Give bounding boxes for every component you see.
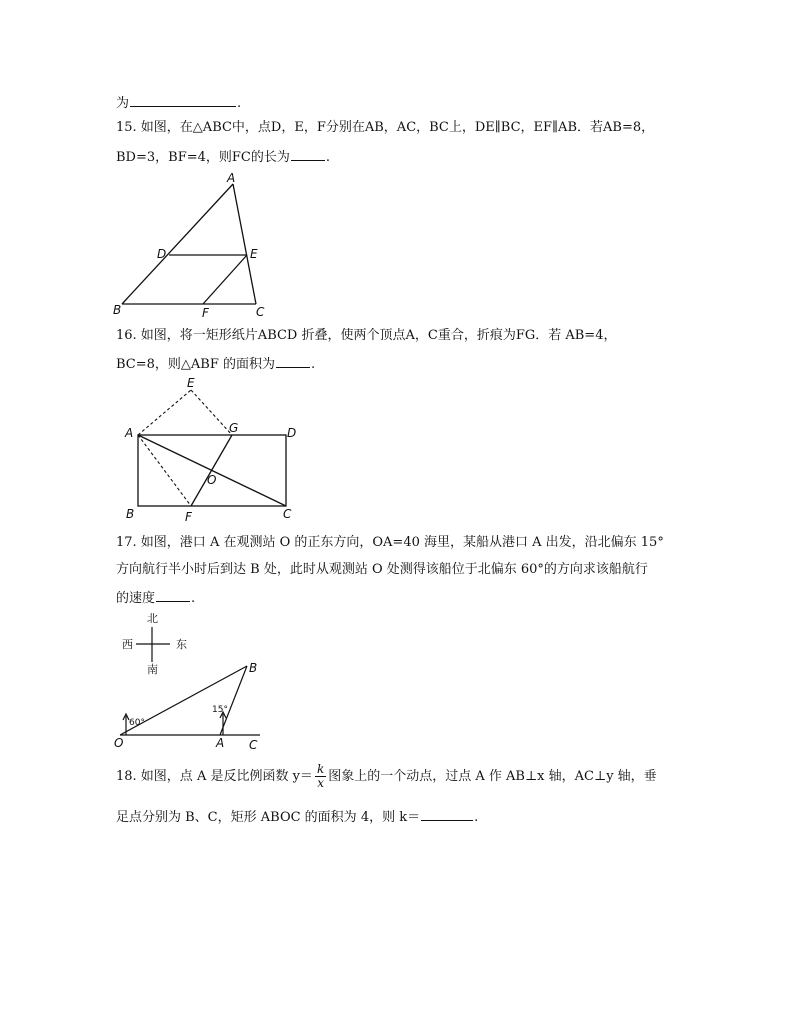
label-a: A — [227, 171, 236, 185]
q18-question-line1 — [116, 763, 657, 791]
q14-answer-blank[interactable] — [130, 94, 236, 107]
q15-text2: BD=3，BF=4，则FC的长为 — [116, 150, 290, 165]
segment-ef — [203, 255, 247, 304]
q17-question-line3 — [116, 589, 195, 607]
label-b: B — [113, 303, 122, 317]
fraction-denominator: x — [317, 776, 324, 790]
segment-ab — [122, 184, 233, 304]
q14-end: . — [237, 96, 242, 111]
q17-question-line1: 17. 如图，港口 A 在观测站 O 的正东方向，OA=40 海里，某船从港口 A 出发，沿北偏东 15° — [116, 535, 664, 550]
compass-north: 北 — [147, 612, 158, 625]
q17-answer-blank[interactable] — [156, 589, 190, 602]
q17-question-line2: 方向航行半小时后到达 B 处，此时从观测站 O 处测得该船位于北偏东 60°的方向求该船航行 — [116, 562, 648, 577]
label-a: A — [125, 426, 134, 440]
label-e: E — [250, 247, 258, 261]
q18-text-before: 18. 如图，点 A 是反比例函数 y＝ — [116, 769, 313, 784]
label-e: E — [187, 376, 195, 390]
q15-question-line2 — [116, 148, 330, 166]
label-o: O — [207, 473, 217, 487]
label-d: D — [287, 426, 297, 440]
q16-answer-blank[interactable] — [276, 355, 310, 368]
compass-east: 东 — [176, 638, 187, 651]
q16-text2: BC=8，则△ABF 的面积为 — [116, 357, 275, 372]
label-f: F — [185, 510, 192, 524]
line-ab — [220, 666, 247, 735]
q15-end: . — [325, 150, 330, 165]
label-f: F — [202, 306, 209, 320]
label-c: C — [283, 507, 292, 521]
label-d: D — [157, 247, 167, 261]
fraction-k-over-x — [315, 763, 326, 790]
q17-end: . — [191, 591, 196, 606]
q18-text-after: 图象上的一个动点，过点 A 作 AB⊥x 轴，AC⊥y 轴，垂 — [328, 769, 657, 784]
angle-60-label: 60° — [129, 718, 145, 728]
label-a: A — [216, 736, 225, 750]
q18-answer-blank[interactable] — [421, 808, 473, 821]
label-b: B — [126, 507, 135, 521]
angle-15-label: 15° — [212, 705, 228, 715]
compass-rose — [136, 627, 170, 662]
q16-end: . — [311, 357, 316, 372]
q14-answer-line — [116, 94, 241, 112]
q18-end: . — [474, 810, 479, 825]
label-o: O — [114, 736, 124, 750]
q15-question-line1: 15. 如图，在△ABC中，点D，E，F分别在AB，AC，BC上，DE∥BC，EF∥AB．若AB=8， — [116, 120, 655, 135]
q16-question-line1: 16. 如图，将一矩形纸片ABCD 折叠，使两个顶点A，C重合，折痕为FG．若 AB=4， — [116, 328, 617, 343]
q15-answer-blank[interactable] — [291, 148, 325, 161]
q18-question-line2 — [116, 808, 478, 826]
q17-navigation-figure — [110, 610, 270, 755]
dashed-eg — [191, 390, 232, 435]
crease-fg — [191, 435, 232, 506]
compass-west: 西 — [122, 638, 133, 651]
q16-rectangle-figure — [115, 374, 315, 524]
dashed-ae — [138, 390, 191, 435]
q15-triangle-figure — [110, 170, 280, 320]
label-c: C — [249, 738, 258, 752]
compass-south: 南 — [147, 663, 158, 676]
fraction-numerator: k — [316, 762, 325, 776]
label-b: B — [249, 661, 258, 675]
q17-text3: 的速度 — [116, 591, 156, 606]
q16-question-line2 — [116, 355, 315, 373]
label-c: C — [256, 305, 265, 319]
segment-ac — [233, 184, 256, 304]
label-g: G — [229, 421, 239, 435]
dashed-af — [138, 435, 191, 506]
q18-text2: 足点分别为 B、C，矩形 ABOC 的面积为 4，则 k＝ — [116, 810, 421, 825]
q14-text: 为 — [116, 96, 130, 111]
